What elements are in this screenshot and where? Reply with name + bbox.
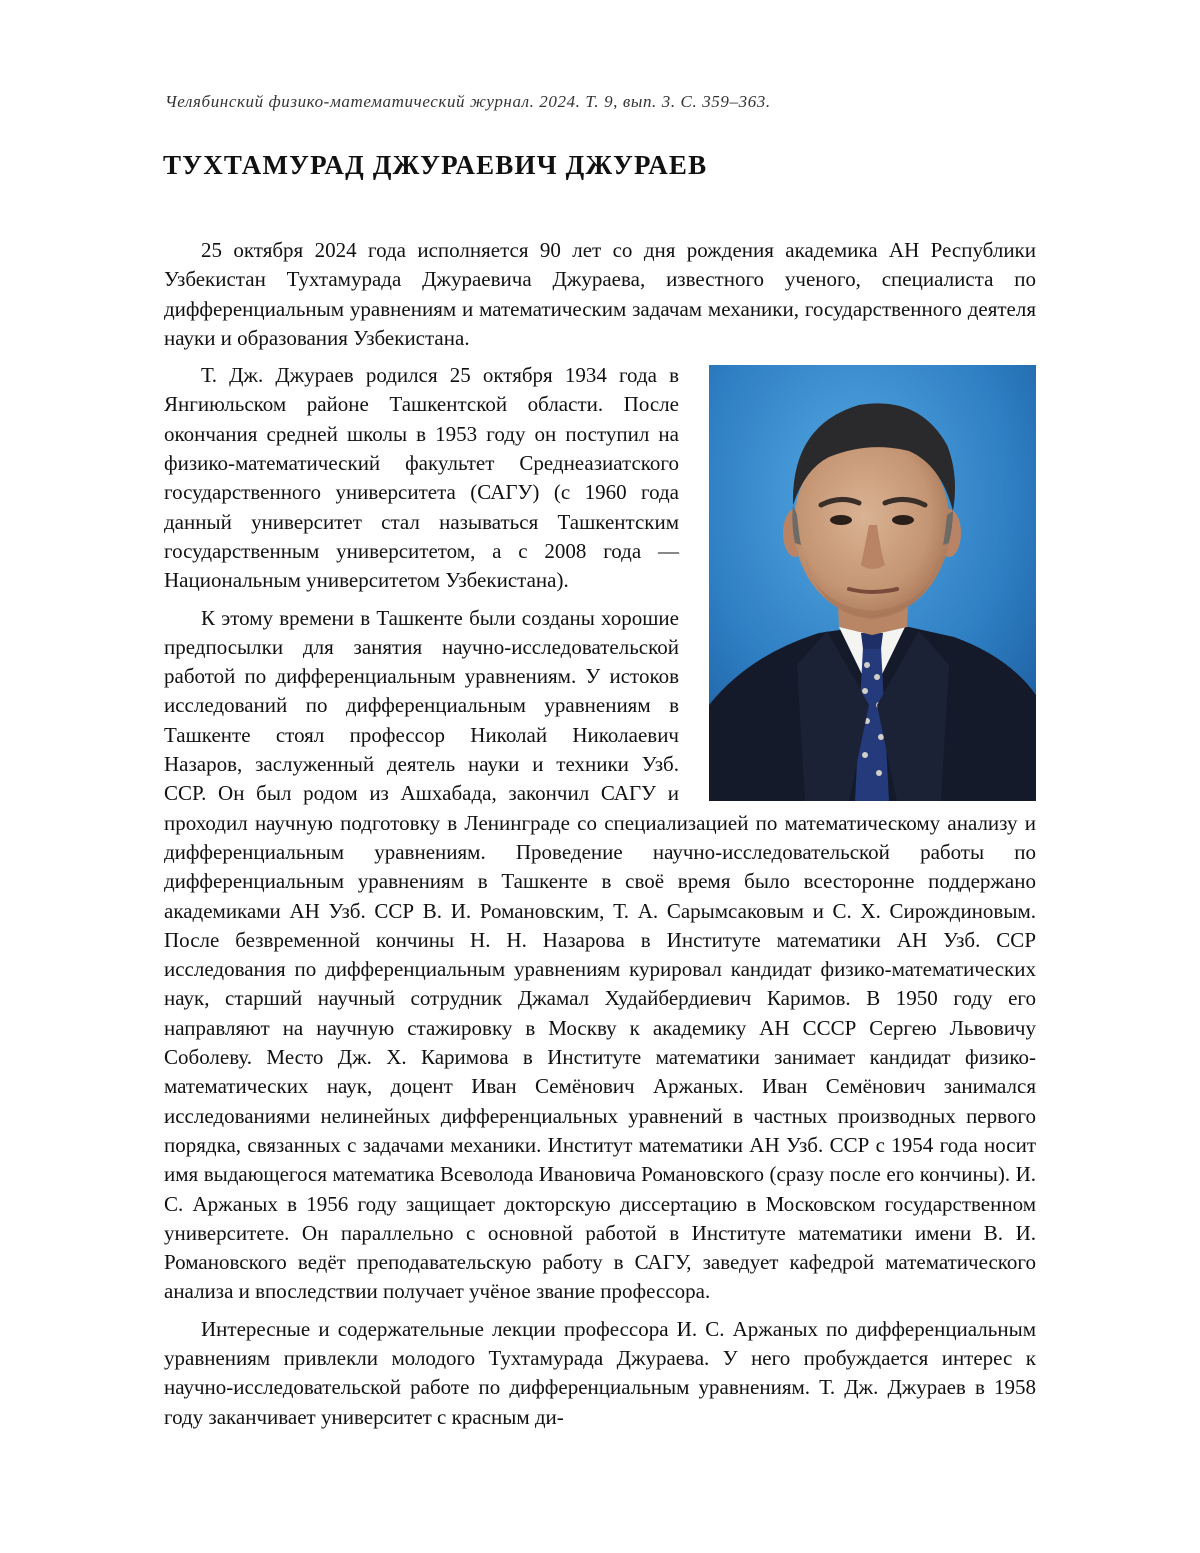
paragraph-intro: 25 октября 2024 года исполняется 90 лет со дня рождения академика АН Рес­публики Узбекистан Тухтамурада Джураевича Джураева, известного ученого, спе­циалиста по дифференциальным уравнениям и математическим задачам механики, государственного деятеля науки и образования Узбекистана. [164, 236, 1036, 353]
running-head: Челябинский физико-математический журнал. 2024. Т. 9, вып. 3. С. 359–363. [165, 92, 1045, 112]
paragraph-biography: Т. Дж. Джураев родился 25 октября 1934 го­да в Янгиюльском районе Ташкентской области. После окончания средней школы в 1953 году он поступил на физико-математический факультет Среднеазиатского государственного университе­та (САГУ) (с 1960 года данный университет стал называться Ташкентским государственным уни­верситетом, а с 2008 года — Национальным уни­верситетом Узбекистана). [164, 361, 1036, 595]
portrait-photo [709, 365, 1036, 801]
journal-page [0, 0, 1200, 1553]
portrait-illustration [709, 365, 1036, 801]
article-body [164, 236, 1036, 1440]
article-title: ТУХТАМУРАД ДЖУРАЕВИЧ ДЖУРАЕВ [163, 150, 707, 181]
paragraph-tashkent-school: К этому времени в Ташкенте были созда­ны хорошие предпосылки для занятия научно-исследовательской работой по дифференциаль­ным уравнениям. У истоков исследований по дифференциальным уравнениям в Ташкенте сто­ял профессор Николай Николаевич Назаров, за­служенный деятель науки и техники Узб. ССР. Он был родом из Ашхабада, закончил САГУ и проходил научную подготовку в Ленинграде со специализацией по математическому анализу и дифференциальным уравнениям. Проведение научно-исследовательской работы по дифференциальным уравнениям в Ташкенте в своё время было всесторонне поддержано академика­ми АН Узб. ССР В. И. Романовским, Т. А. Сарымсаковым и С. Х. Сирождино­вым. После безвременной кончины Н. Н. Назарова в Институте математики АН Узб. ССР исследования по дифференциальным уравнениям курировал кандидат физико-математических наук, старший научный сотрудник Джамал Худайбердие­вич Каримов. В 1950 году его направляют на научную стажировку в Москву к ака­демику АН СССР Сергею Львовичу Соболеву. Место Дж. Х. Каримова в Институ­те математики занимает кандидат физико-математических наук, доцент Иван Се­мёнович Аржаных. Иван Семёнович занимался исследованиями нелинейных диф­ференциальных уравнений в частных производных первого порядка, связанных с задачами механики. Институт математики АН Узб. ССР с 1954 года носит имя вы­дающегося математика Всеволода Ивановича Романовского (сразу после его кончи­ны). И. С. Аржаных в 1956 году защищает докторскую диссертацию в Московском государственном университете. Он параллельно с основной работой в Институте математики имени В. И. Романовского ведёт преподавательскую работу в САГУ, заведует кафедрой математического анализа и впоследствии получает учёное зва­ние профессора. [164, 604, 1036, 1307]
paragraph-lectures: Интересные и содержательные лекции профессора И. С. Аржаных по диф­ференциальным уравнениям привлекли молодого Тухтамурада Джураева. У него пробуждается интерес к научно-исследовательской работе по дифференциальным уравнениям. Т. Дж. Джураев в 1958 году заканчивает университет с красным ди- [164, 1315, 1036, 1432]
